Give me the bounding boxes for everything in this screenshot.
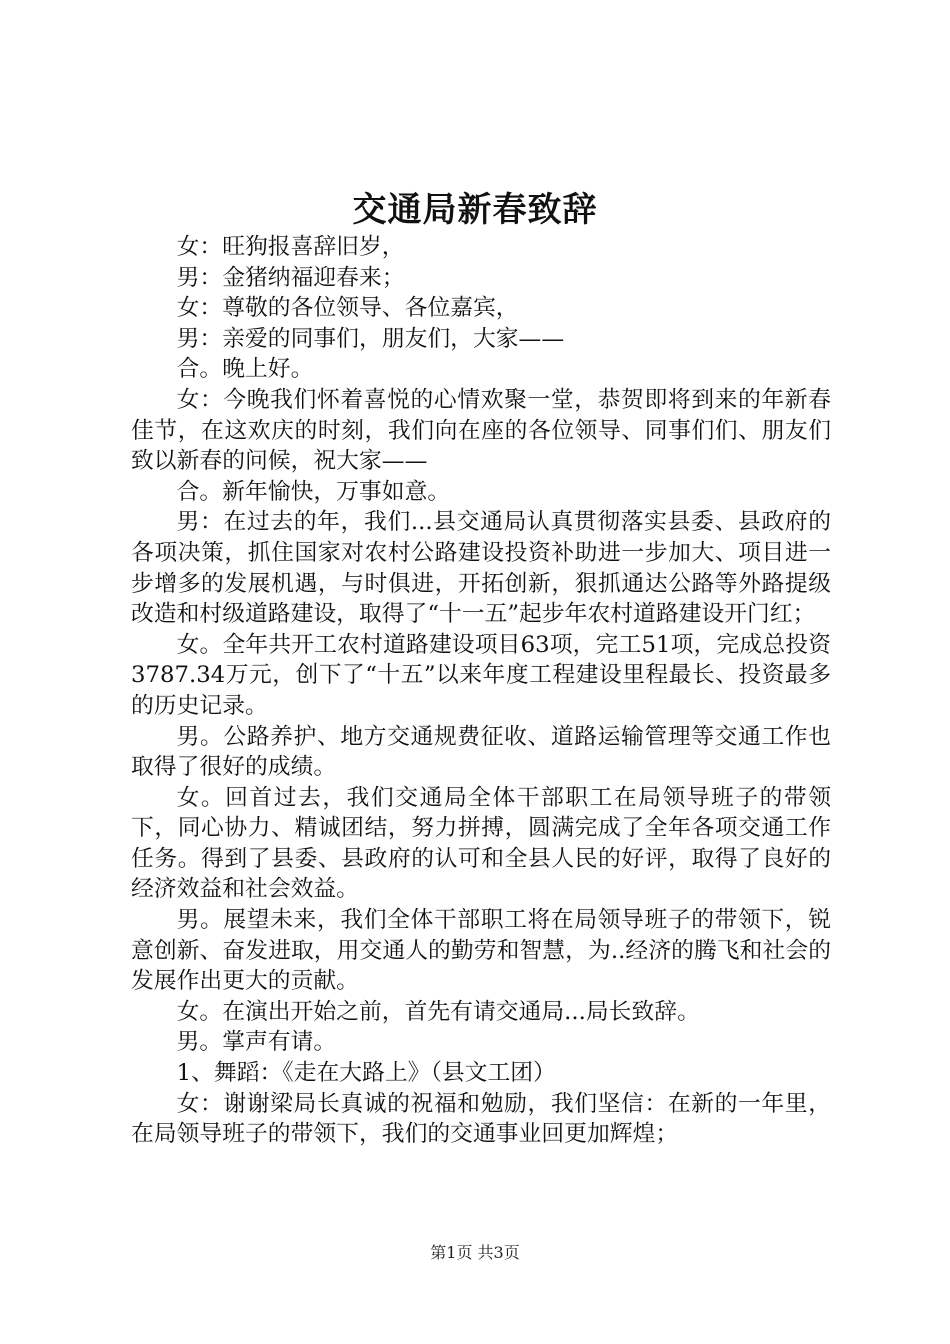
paragraph: 合。晚上好。	[176, 356, 314, 383]
paragraph: 女：尊敬的各位领导、各位嘉宾，	[176, 295, 519, 322]
paragraph: 男：金猪纳福迎春来；	[176, 264, 405, 291]
page-number-footer: 第1页 共3页	[430, 1243, 520, 1262]
paragraph: 女：今晚我们怀着喜悦的心情欢聚一堂，恭贺即将到来的年新春佳节，在这欢庆的时刻，我们向在座的各位领导、同事们们、朋友们致以新春的问候，祝大家——	[131, 386, 831, 475]
paragraph: 女。回首过去，我们交通局全体干部职工在局领导班子的带领下，同心协力、精诚团结，努力拼搏，圆满完成了全年各项交通工作任务。得到了县委、县政府的认可和全县人民的好评，取得了良好的经济效益和社会效益。	[131, 784, 831, 903]
paragraph: 男。展望未来，我们全体干部职工将在局领导班子的带领下，锐意创新、奋发进取，用交通人的勤劳和智慧，为..经济的腾飞和社会的发展作出更大的贡献。	[131, 907, 831, 995]
paragraph: 男。掌声有请。	[176, 1029, 337, 1056]
paragraph: 男。公路养护、地方交通规费征收、道路运输管理等交通工作也取得了很好的成绩。	[131, 723, 831, 781]
paragraph: 女。全年共开工农村道路建设项目63项，完工51项，完成总投资3787.34万元，创下了“十五”以来年度工程建设里程最长、投资最多的历史记录。	[131, 631, 831, 719]
document-body	[131, 232, 831, 1150]
paragraph: 女：旺狗报喜辞旧岁，	[176, 234, 405, 260]
paragraph: 男：亲爱的同事们，朋友们，大家——	[176, 325, 565, 352]
paragraph: 1、舞蹈：《走在大路上》（县文工团）	[176, 1060, 556, 1087]
paragraph: 合。新年愉快，万事如意。	[176, 478, 451, 505]
document-title: 交通局新春致辞	[352, 190, 598, 230]
paragraph: 女：谢谢梁局长真诚的祝福和勉励，我们坚信：在新的一年里，在局领导班子的带领下，我们的交通事业回更加辉煌；	[131, 1090, 831, 1148]
paragraph: 男：在过去的年，我们...县交通局认真贯彻落实县委、县政府的各项决策，抓住国家对农村公路建设投资补助进一步加大、项目进一步增多的发展机遇，与时俱进，开拓创新，狠抓通达公路等外路提级改造和村级道路建设，取得了“十一五”起步年农村道路建设开门红；	[131, 509, 831, 628]
paragraph: 女。在演出开始之前，首先有请交通局...局长致辞。	[176, 998, 700, 1025]
